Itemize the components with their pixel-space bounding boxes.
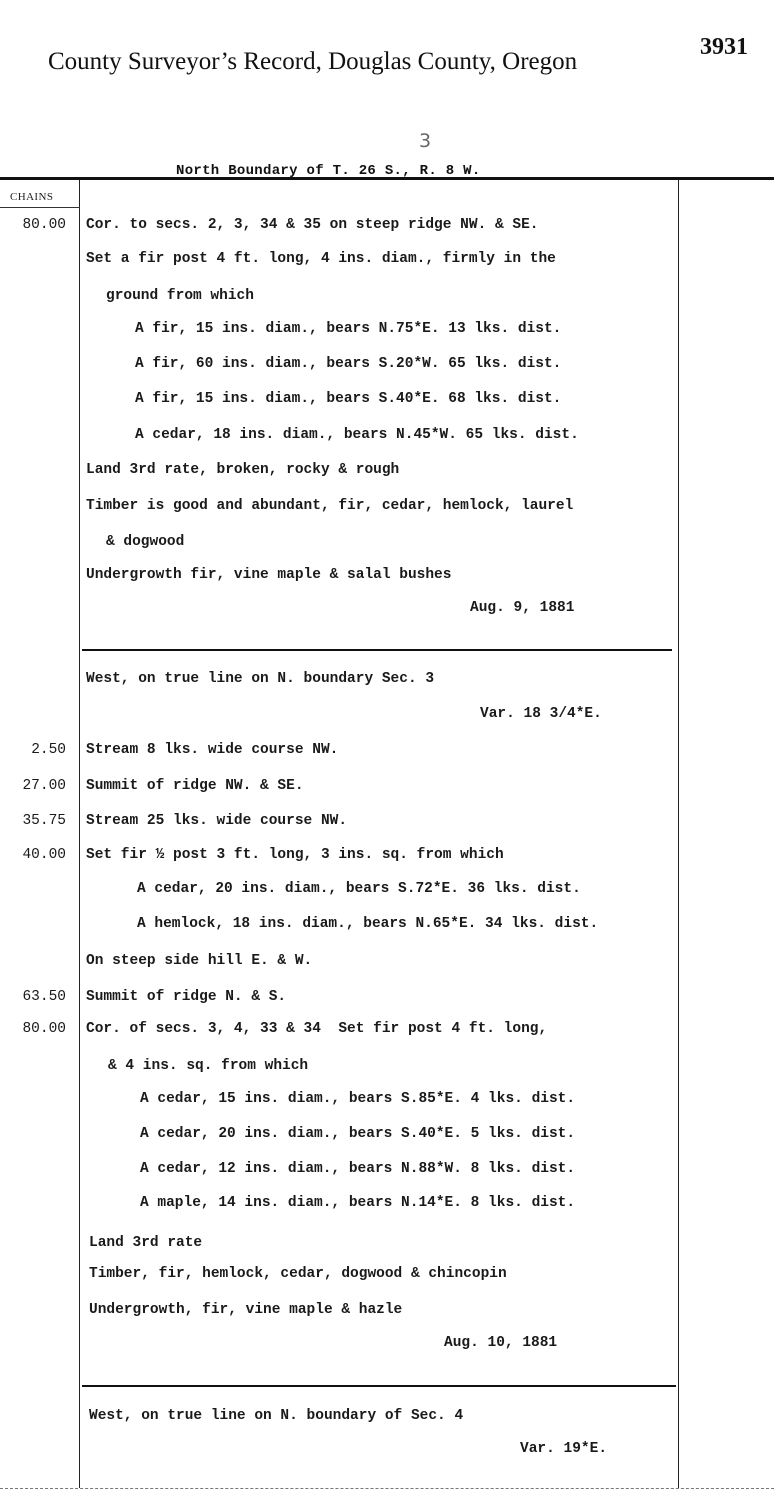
bearing-line: A fir, 15 ins. diam., bears N.75*E. 13 lks. dist. bbox=[135, 321, 562, 337]
entry-line: Stream 8 lks. wide course NW. bbox=[86, 742, 339, 758]
entry-line: Stream 25 lks. wide course NW. bbox=[86, 813, 348, 829]
page-number: 3931 bbox=[700, 34, 748, 60]
chain-value: 35.75 bbox=[22, 813, 66, 829]
pencil-page-mark: 3 bbox=[419, 130, 432, 152]
course-heading: West, on true line on N. boundary Sec. 3 bbox=[86, 671, 435, 687]
entry-line: Summit of ridge NW. & SE. bbox=[86, 778, 304, 794]
bearing-line: A fir, 15 ins. diam., bears S.40*E. 68 lks. dist. bbox=[135, 391, 562, 407]
right-margin-rule bbox=[678, 180, 679, 1488]
entry-line: Undergrowth, fir, vine maple & hazle bbox=[89, 1302, 403, 1318]
bearing-line: A cedar, 15 ins. diam., bears S.85*E. 4 lks. dist. bbox=[140, 1091, 576, 1107]
course-heading: West, on true line on N. boundary of Sec. 4 bbox=[89, 1408, 464, 1424]
bearing-line: A fir, 60 ins. diam., bears S.20*W. 65 lks. dist. bbox=[135, 356, 562, 372]
entry-line: & 4 ins. sq. from which bbox=[108, 1058, 309, 1074]
section-separator bbox=[82, 1385, 676, 1387]
entry-line: Cor. of secs. 3, 4, 33 & 34 Set fir post 4 ft. long, bbox=[86, 1021, 548, 1037]
chains-column-header: CHAINS bbox=[10, 191, 54, 203]
chain-value: 80.00 bbox=[22, 217, 66, 233]
chains-header-rule bbox=[0, 207, 80, 208]
chain-value: 27.00 bbox=[22, 778, 66, 794]
entry-line: Set fir ½ post 3 ft. long, 3 ins. sq. from which bbox=[86, 847, 504, 863]
section-title: North Boundary of T. 26 S., R. 8 W. bbox=[176, 163, 481, 179]
entry-line: Timber, fir, hemlock, cedar, dogwood & chincopin bbox=[89, 1266, 507, 1282]
chain-value: 2.50 bbox=[31, 742, 66, 758]
bearing-line: A hemlock, 18 ins. diam., bears N.65*E. 34 lks. dist. bbox=[137, 916, 599, 932]
bearing-line: A cedar, 18 ins. diam., bears N.45*W. 65 lks. dist. bbox=[135, 427, 579, 443]
chain-value: 63.50 bbox=[22, 989, 66, 1005]
bottom-edge bbox=[0, 1488, 774, 1489]
bearing-line: A cedar, 20 ins. diam., bears S.72*E. 36 lks. dist. bbox=[137, 881, 581, 897]
entry-line: ground from which bbox=[106, 288, 254, 304]
entry-line: Cor. to secs. 2, 3, 34 & 35 on steep ridge NW. & SE. bbox=[86, 217, 539, 233]
entry-line: Land 3rd rate bbox=[89, 1235, 203, 1251]
entry-line: On steep side hill E. & W. bbox=[86, 953, 313, 969]
chains-column-rule bbox=[79, 180, 80, 1488]
entry-line: Timber is good and abundant, fir, cedar, hemlock, laurel bbox=[86, 498, 574, 514]
entry-line: & dogwood bbox=[106, 534, 185, 550]
entry-line: Undergrowth fir, vine maple & salal bushes bbox=[86, 567, 452, 583]
entry-line: Land 3rd rate, broken, rocky & rough bbox=[86, 462, 400, 478]
section-separator bbox=[82, 649, 672, 651]
record-title: County Surveyor’s Record, Douglas County, Oregon bbox=[48, 48, 578, 75]
bearing-line: A cedar, 12 ins. diam., bears N.88*W. 8 lks. dist. bbox=[140, 1161, 576, 1177]
bearing-line: A maple, 14 ins. diam., bears N.14*E. 8 lks. dist. bbox=[140, 1195, 576, 1211]
entry-line: Summit of ridge N. & S. bbox=[86, 989, 287, 1005]
entry-line: Set a fir post 4 ft. long, 4 ins. diam., firmly in the bbox=[86, 251, 556, 267]
variation: Var. 18 3/4*E. bbox=[480, 706, 602, 722]
entry-date: Aug. 9, 1881 bbox=[470, 600, 575, 616]
entry-date: Aug. 10, 1881 bbox=[444, 1335, 558, 1351]
chain-value: 80.00 bbox=[22, 1021, 66, 1037]
top-rule bbox=[0, 177, 774, 180]
chain-value: 40.00 bbox=[22, 847, 66, 863]
bearing-line: A cedar, 20 ins. diam., bears S.40*E. 5 lks. dist. bbox=[140, 1126, 576, 1142]
variation: Var. 19*E. bbox=[520, 1441, 608, 1457]
